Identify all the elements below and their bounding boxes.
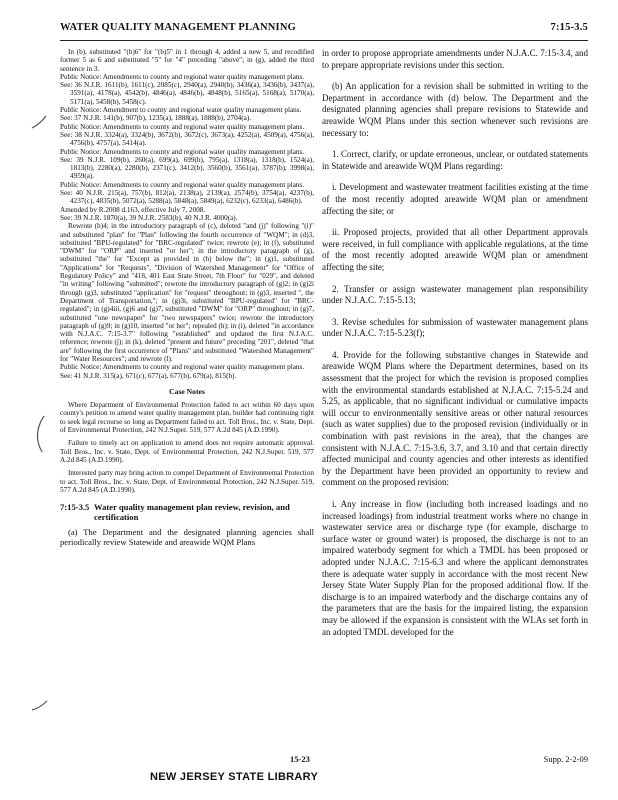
- page-number: 15-23: [290, 754, 310, 764]
- history-note: Rewrote (b)4; in the introductory paragraph of (c), deleted "and (j)" following "(i)" and substituted "plan" for "Plan" following the fourth occurrence of "WQM"; in (d)3, substituted "BPU-regulated" for "BRC-regulated" twice; rewrote (e); in (f), substituted "DWM" for "ORP" and inserted "or her"; in the introductory paragraph of (g), substituted "the" for "Except as provided in (h) below the"; in (g)1, substituted "Applications" for "Requests", "Division of Watershed Management" for "Office of Regulatory Policy" and "418, 401 East State Street, 7th Floor" for "029", and deleted "in writing" following "submitted"; rewrote the introductory paragraph of (g)2; in (g)2i through (g)3, substituted "application" for "request" throughout; in (g)3, inserted ", the Department of Transportation,"; in (g)3i, substituted "BPU-regulated" for "BRC-regulated"; in (g)4iii, (g)6 and (g)7, substituted "DWM" for "ORP" throughout; in (g)7, substituted "one newspaper" for "two newspapers" twice; rewrote the introductory paragraph of (g)9; in (g)10, inserted "or her"; repealed (h); in (i), deleted "in accordance with N.J.A.C. 7:15-3.7" following "established" and updated the first N.J.A.C. reference; rewrote (j); in (k), deleted "present and future" preceding "201", deleted "that are" following the first occurrence of "Plans" and substituted "Watershed Management" for "Water Resources"; and rewrote (l).: [60, 222, 314, 363]
- body-paragraph: 1. Correct, clarify, or update erroneous, unclear, or outdated statements in Statewide and areawide WQM Plans regarding:: [322, 149, 588, 171]
- supplement-date: Supp. 2-2-09: [543, 754, 588, 764]
- history-note: Public Notice: Amendments to county and regional water quality management plans.: [60, 147, 305, 156]
- margin-mark-icon: [30, 112, 50, 132]
- history-note: In (b), substituted "(b)6" for "(b)5" in 1 through 4, added a new 5, and recodified former 5 as 6 and substituted "5" for "4" preceding "above"; in (g), added the third sentence in 3.: [60, 48, 314, 73]
- history-note: Public Notice: Amendments to county and regional water quality management plans.: [60, 363, 305, 372]
- running-header: [60, 22, 588, 33]
- history-note: See: 37 N.J.R. 141(b), 907(b), 1235(a), 1888(a), 1888(b), 2704(a).: [60, 114, 252, 123]
- history-note: Public Notice: Amendment to county and regional water quality management plans.: [60, 106, 302, 115]
- margin-mark-icon: [30, 698, 50, 714]
- history-note: Amended by R.2008 d.163, effective July 7, 2008.: [60, 205, 206, 214]
- left-column: [60, 48, 314, 547]
- history-notes: [60, 48, 314, 380]
- section-paragraph-a: (a) The Department and the designated planning agencies shall periodically review Statewide and areawide WQM Plans: [60, 526, 314, 547]
- body-subparagraph: i. Development and wastewater treatment facilities existing at the time of the most recently adopted areawide WQM plan or amendment affecting the site; or: [322, 182, 588, 216]
- case-note: Interested party may bring action to compel Department of Environmental Protection to act. Toll Bros., Inc. v. State, Dept. of Environmental Protection, 242 N.J.Super. 519, 577 A.2d 845 (A.D.1990).: [60, 469, 314, 494]
- history-note: Public Notice: Amendments to county and regional water quality management plans.: [60, 72, 305, 81]
- history-note: See: 39 N.J.R. 109(b), 260(a), 699(a), 699(b), 795(a), 1318(a), 1318(b), 1524(a), 1813(b), 2280(a), 2280(b), 2371(c), 3412(b), 3560(b), 3561(a), 3787(b), 3998(a), 4959(a).: [60, 155, 314, 181]
- header-rule: [60, 40, 588, 41]
- history-note: See: 41 N.J.R. 315(a), 671(c), 677(a), 677(b), 679(a), 815(b).: [60, 371, 237, 380]
- case-note: Where Department of Environmental Protection failed to act within 60 days upon county's petition to amend water quality management plan, builder had continuing right to seek legal recourse so long as Department failed to act. Toll Bros., Inc. v. State, Dept. of Environmental Protection, 242 N.J.Super. 519, 577 A.2d 845 (A.D.1990).: [60, 401, 314, 435]
- body-subparagraph: ii. Proposed projects, provided that all other Department approvals were received, in full compliance with applicable regulations, at the time of the most recently adopted areawide WQM plan or amendment affecting the site;: [322, 227, 588, 272]
- header-section-number: 7:15-3.5: [550, 22, 588, 33]
- margin-mark-icon: [28, 414, 48, 454]
- body-paragraph: in order to propose appropriate amendments under N.J.A.C. 7:15-3.4, and to prepare appropriate revisions under this section.: [322, 48, 588, 70]
- body-subparagraph: i. Any increase in flow (including both increased loadings and no increased loadings) from industrial treatment works where no change in wastewater service area or discharge type (for example, discharge to surface water or ground water) is proposed, the discharge is not to an impaired waterbody segment for which a TMDL has been proposed or adopted under N.J.A.C. 7:15-6.3 and where the applicant demonstrates there is adequate water supply in accordance with the most recent New Jersey State Water Supply Plan for the proposed additional flow. If the discharge is to an impaired waterbody and the discharge contains any of the parameters that are the basis for the impaired listing, the expansion may be allowed if the expansion is consistent with the WLAs set forth in an adopted TMDL developed for the: [322, 499, 588, 637]
- section-number: 7:15-3.5: [60, 502, 90, 513]
- body-paragraph: 3. Revise schedules for submission of wastewater management plans under N.J.A.C. 7:15-5.23(f);: [322, 316, 588, 339]
- right-column: [322, 48, 588, 648]
- history-note: Public Notice: Amendments to county and regional water quality management plans.: [60, 122, 305, 131]
- history-note: See: 36 N.J.R. 1611(b), 1611(c), 2085(c), 2940(a), 2940(b), 3436(a), 3436(b), 3437(a), 3591(a), 4178(a), 4542(b), 4846(a), 4846(b), 4848(b), 5165(a), 5168(a), 5170(a), 5171(a), 5458(b), 5458(c).: [60, 81, 314, 106]
- history-note: See: 39 N.J.R. 1870(a), 39 N.J.R. 2583(b), 40 N.J.R. 4000(a).: [60, 213, 238, 222]
- body-paragraph: 2. Transfer or assign wastewater management plan responsibility under N.J.A.C. 7:15-5.13;: [322, 283, 588, 306]
- header-title: WATER QUALITY MANAGEMENT PLANNING: [60, 22, 296, 33]
- body-paragraph: 4. Provide for the following substantive changes in Statewide and areawide WQM Plans where the Department determines, based on its assessment that the project for which the revision is proposed complies with the environmental standards established at N.J.A.C. 7:15-5.24 and 5.25, as applicable, that no significant individual or cumulative impacts will occur to environmentally sensitive areas or other natural resources (such as water supplies) due to the proposed revision (individually or in combination with past revisions in the area), that the changes are consistent with N.J.A.C. 7:15-3.6, 3.7, and 3.10 and that certain directly affected municipal and county agencies and other interests as identified by the Department have been provided an opportunity to review and comment on the proposed revision:: [322, 349, 588, 488]
- case-note: Failure to timely act on application to amend does not require automatic approval. Toll Bros., Inc. v. State, Dept. of Environmental Protection, 242 N.J.Super. 519, 577 A.2d 845 (A.D.1990).: [60, 439, 314, 464]
- history-note: Public Notice: Amendments to county and regional water quality management plans.: [60, 180, 305, 189]
- section-heading: [60, 502, 314, 522]
- library-stamp: NEW JERSEY STATE LIBRARY: [150, 771, 319, 783]
- section-title: Water quality management plan review, revision, and certification: [94, 502, 290, 523]
- history-note: See: 40 N.J.R. 215(a), 757(b), 812(a), 2138(a), 2139(a), 2574(b), 3754(a), 4237(b), 4237(c), 4835(b), 5072(a), 5288(a), 5848(a), 5849(a), 6232(c), 6233(a), 6486(b).: [60, 189, 314, 206]
- history-note: See: 38 N.J.R. 3324(a), 3324(b), 3672(b), 3672(c), 3673(a), 4252(a), 4509(a), 4756(a), 4756(b), 4757(a), 5414(a).: [60, 130, 314, 148]
- case-notes-heading: Case Notes: [169, 386, 205, 396]
- body-paragraph: (b) An application for a revision shall be submitted in writing to the Department in accordance with (d) below. The Department and the designated planning agencies shall prepare revisions to Statewide and areawide WQM Plans under this section whenever such revisions are necessary to:: [322, 81, 588, 138]
